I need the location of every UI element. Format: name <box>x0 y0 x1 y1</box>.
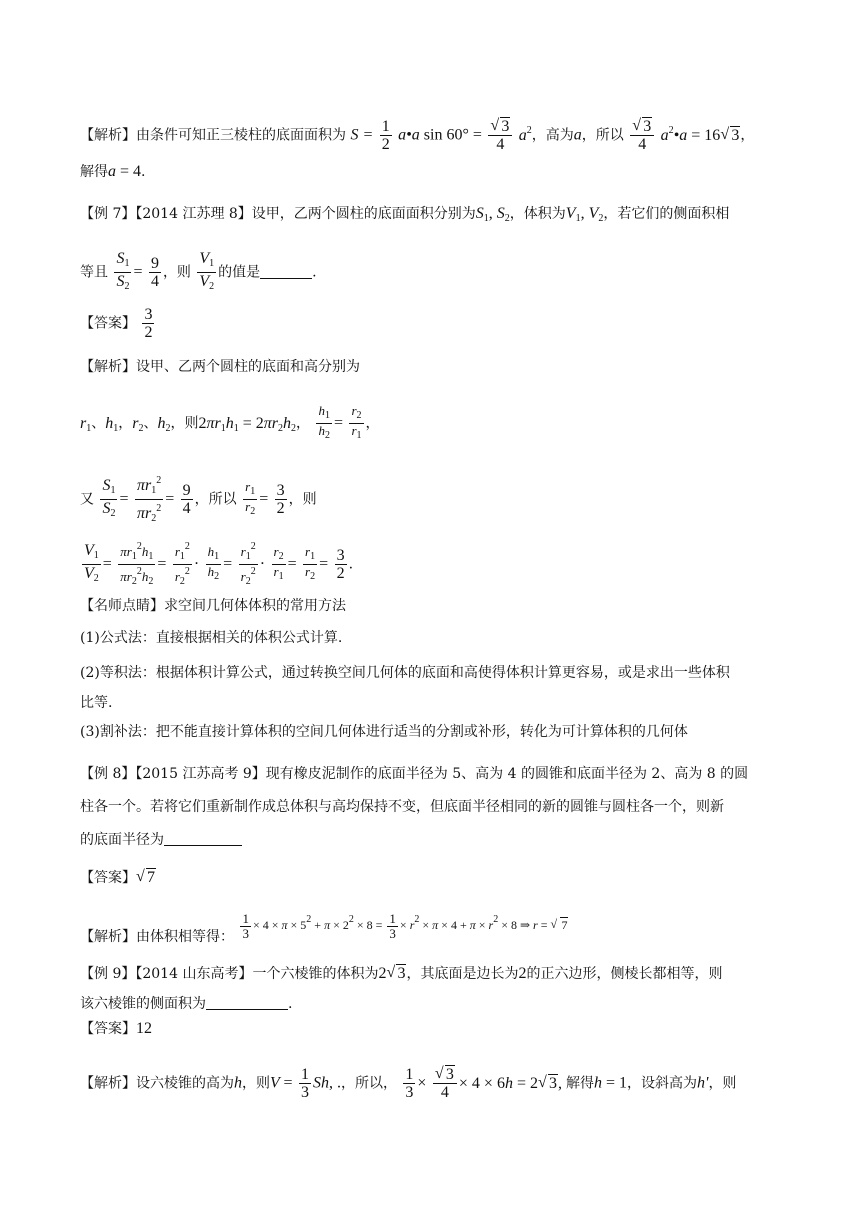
tips-item-2-cont: 比等. <box>80 695 113 711</box>
solution-label: 【解析】 <box>80 127 136 144</box>
example-7-line-1: 【例 7】【2014 江苏理 8】设甲，乙两个圆柱的底面面积分别为$S_1$, $S_2$，体积为$V_1$, $V_2$，若它们的侧面积相 <box>80 205 730 224</box>
answer-9: 【答案】12 <box>80 1020 152 1037</box>
solution-7-line-1: 【解析】设甲、乙两个圆柱的底面和高分别为 <box>80 359 360 375</box>
example-9-line-2: 该六棱锥的侧面积为 . <box>80 996 293 1012</box>
example-source: 【2014 江苏理 8】 <box>135 206 252 222</box>
tips-title: 【名师点睛】求空间几何体体积的常用方法 <box>80 598 346 614</box>
solution-line-1: 【解析】由条件可知正三棱柱的底面面积为 S = $\frac{1}{2}$ a•a sin 60° = √ $\frac{3}{4}$ $a^2$，高为a，所以 √ $\frac{3}{4}$ $a^2•a = 16√$ 3， <box>80 118 754 153</box>
example-8-line-3: 的底面半径为 <box>80 830 242 850</box>
solution-9: 【解析】设六棱锥的高为h，则V = $\frac{1}{3}$ Sh, .，所以， $\frac{1}{3}$ × √ $\frac{3}{4}$ × 4 × 6h = 2√ 3, 解得h = 1，设斜高为h'，则 <box>80 1066 736 1101</box>
answer-value: 12 <box>136 1020 152 1037</box>
solution-line-2: 解得a = 4. <box>80 163 146 180</box>
tips-label: 【名师点睛】 <box>80 598 164 614</box>
solution-8: 【解析】由体积相等得： $\frac{1}{3}$ × $4 \times \pi \times 5^2 + \pi \times 2^2 \times 8$ = $\frac{1}{3}$ × $r^2 \times \pi \times 4 + \pi \times r^2 \times 8$ ⇒ r = √ 7 <box>80 922 568 953</box>
answer-label: 【答案】 <box>80 315 136 332</box>
answer-blank <box>164 831 242 846</box>
example-label: 【例 7】 <box>80 206 136 222</box>
solution-7-line-4: $\frac{V_1}{V_2}$ = $\frac{\pi r_1^2h_1}{\pi r_2^2h_2}$ = $\frac{r_1^2}{r_2^2}$ · $\frac{h_1}{h_2}$ = $\frac{r_1^2}{r_2^2}$ · $\frac{r_2}{r_1}$ = $\frac{r_1}{r_2}$ = $\frac{3}{2}$ . <box>84 541 354 587</box>
formula: S = <box>350 126 374 144</box>
tips-item-2: (2)等积法：根据体积计算公式，通过转换空间几何体的底面和高使得体积计算更容易，或是求出一些体积 <box>80 665 730 681</box>
solution-7-line-2: $r_1$、$h_1$，$r_2$、$h_2$，则$2\pi r_1h_1 = 2\pi r_2h_2$， $\frac{h_1}{h_2}$ = $\frac{r_2}{r_1}$ ， <box>80 403 380 441</box>
example-8-line-1: 【例 8】【2015 江苏高考 9】现有橡皮泥制作的底面半径为 5、高为 4 的圆锥和底面半径为 2、高为 8 的圆 <box>80 766 749 782</box>
answer-7 <box>80 306 156 341</box>
tips-item-1: (1)公式法：直接根据相关的体积公式计算. <box>80 630 343 646</box>
answer-value: √ 7 <box>136 868 156 888</box>
answer-8: 【答案】√ 7 <box>80 868 156 888</box>
example-8-line-2: 柱各一个。若将它们重新制作成总体积与高均保持不变，但底面半径相同的新的圆锥与圆柱各一个，则新 <box>80 799 724 815</box>
answer-blank <box>260 264 312 279</box>
solution-7-line-3: 又 $\frac{S_1}{S_2}$ = $\frac{\pi r_1^2}{\pi r_2^2}$ = $\frac{9}{4}$ ，所以 $\frac{r_1}{r_2}$ = $\frac{3}{2}$ ，则 <box>80 472 317 527</box>
tips-item-3: (3)割补法：把不能直接计算体积的空间几何体进行适当的分割或补形，转化为可计算体积的几何体 <box>80 724 688 740</box>
example-9-line-1: 【例 9】【2014 山东高考】一个六棱锥的体积为2√ 3，其底面是边长为2的正六边形，侧棱长都相等，则 <box>80 964 722 984</box>
answer-value: $\frac{3}{2}$ <box>144 306 153 341</box>
example-7-line-2: 等且 $\frac{S_1}{S_2}$ = $\frac{9}{4}$ ，则 $\frac{V_1}{V_2}$ 的值是 . <box>80 250 317 292</box>
answer-blank <box>206 995 288 1010</box>
